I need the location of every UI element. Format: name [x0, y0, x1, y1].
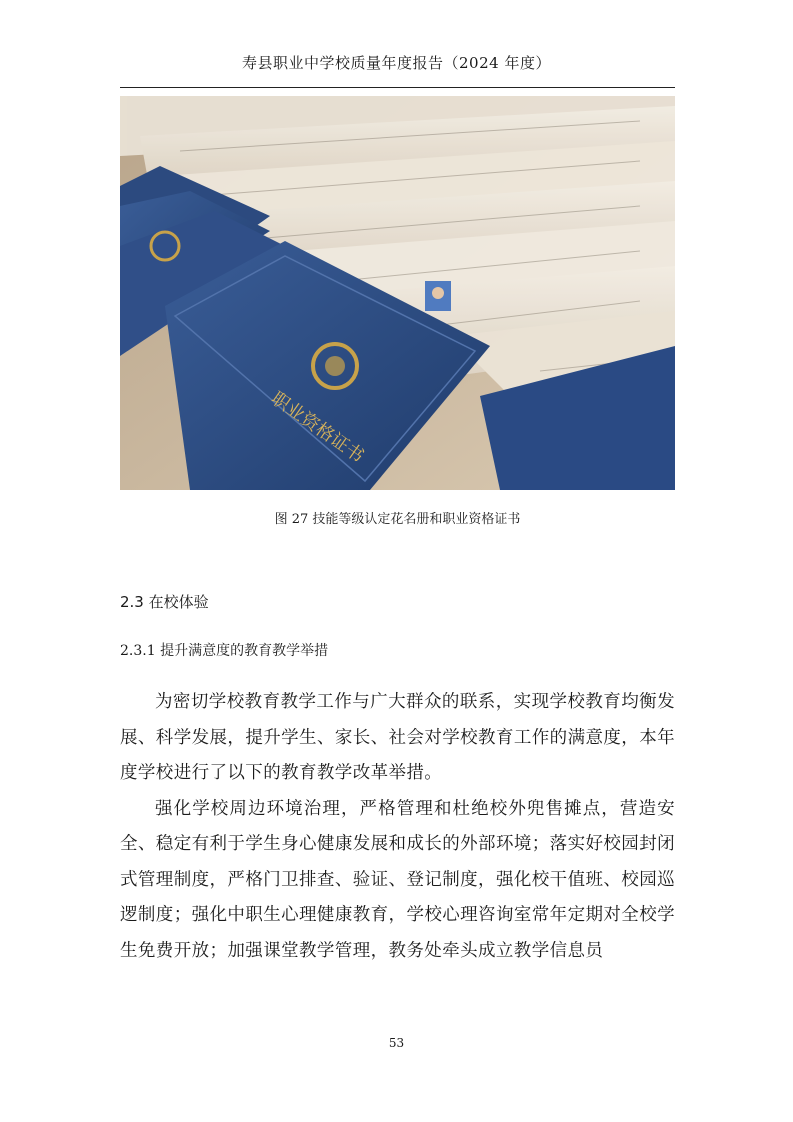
page-number: 53 — [388, 1036, 405, 1050]
certificate-title-text: 职业资格证书 — [267, 387, 368, 468]
paragraph: 强化学校周边环境治理，严格管理和杜绝校外兜售摊点，营造安全、稳定有利于学生身心健康发展和成长的外部环境；落实好校园封闭式管理制度，严格门卫排查、验证、登记制度，强化校干值班、校园巡逻制度；强化中职生心理健康教育，学校心理咨询室常年定期对全校学生免费开放；加强课堂教学管理，教务处牵头成立教学信息员 — [120, 798, 675, 961]
body-text — [120, 685, 675, 969]
header-rule — [120, 87, 675, 88]
page-header: 寿县职业中学校质量年度报告（2024 年度） — [242, 54, 551, 72]
section-title: 2.3 在校体验 — [120, 593, 209, 611]
paragraph: 为密切学校教育教学工作与广大群众的联系，实现学校教育均衡发展、科学发展，提升学生、家长、社会对学校教育工作的满意度，本年度学校进行了以下的教育教学改革举措。 — [120, 692, 675, 783]
subsection-title: 2.3.1 提升满意度的教育教学举措 — [120, 643, 329, 659]
photo-certificates — [120, 96, 675, 490]
figure-caption: 图 27 技能等级认定花名册和职业资格证书 — [274, 512, 521, 527]
